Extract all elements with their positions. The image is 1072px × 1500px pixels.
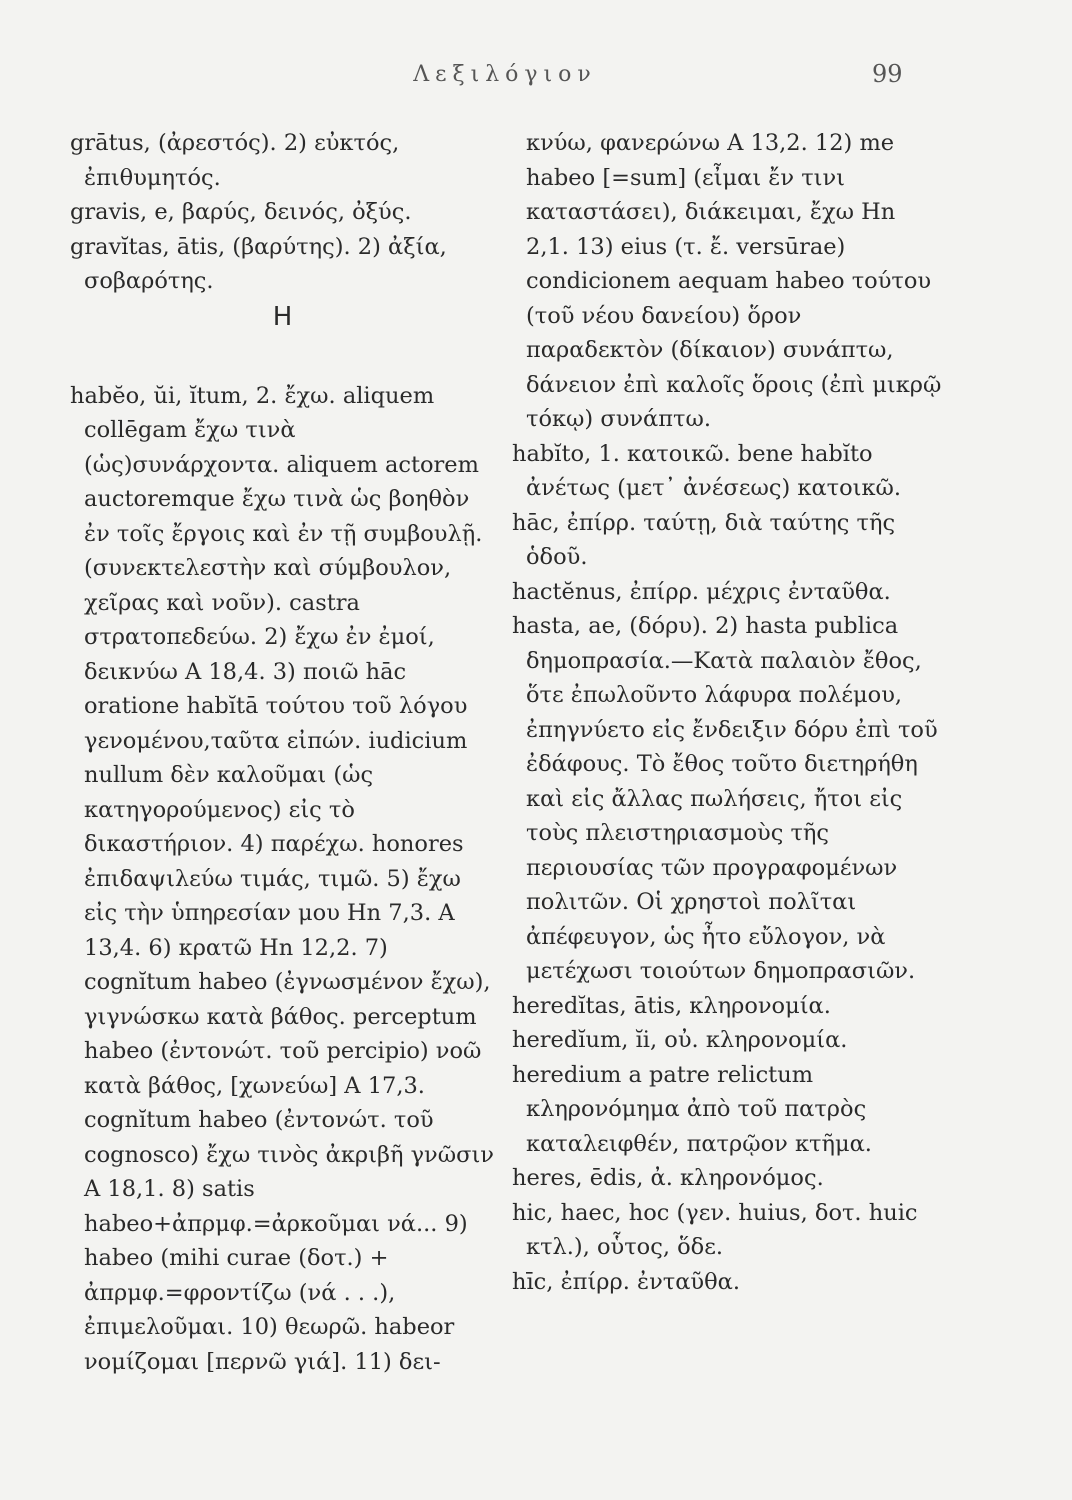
entry-habito: habĭto, 1. κατοικῶ. bene habĭto ἀνέτως (μετ᾽ ἀνέσεως) κατοικῶ. <box>512 440 902 501</box>
entry-gratus: grātus, (ἀρεστός). 2) εὐκτός, ἐπιθυμητός. <box>70 130 400 191</box>
entry-habeo: habĕo, ŭi, ĭtum, 2. ἔχω. aliquem collēgam ἔχω τινὰ (ὡς)συνάρχοντα. aliquem actorem auctoremque ἔχω τινὰ ὡς βοηθὸν ἐν τοῖς ἔργοις καὶ ἐν τῇ συμβουλῇ.(συνεκτελεστὴν καὶ σύμβουλον, χεῖρας καὶ νοῦν). castra στρατοπεδεύω. 2) ἔχω ἐν ἐμοί, δεικνύω A 18,4. 3) ποιῶ hāc oratione habĭtā τούτου τοῦ λόγου γενομένου,ταῦτα εἰπών. iudicium nullum δὲν καλοῦμαι (ὡς κατηγορούμενος) εἰς τὸ δικαστήριον. 4) παρέχω. honores ἐπιδαψιλεύω τιμάς, τιμῶ. 5) ἔχω εἰς τὴν ὑπηρεσίαν μου Hn 7,3. A 13,4. 6) κρατῶ Hn 12,2. 7) cognĭtum habeo (ἐγνωσμένον ἔχω), γιγνώσκω κατὰ βάθος. perceptum habeo (ἐντονώτ. τοῦ percipio) νοῶ κατὰ βάθος, [χωνεύω] A 17,3. cognĭtum habeo (ἐντονώτ. τοῦ cognosco) ἔχω τινὸς ἀκριβῆ γνῶσιν A 18,1. 8) satis habeo+ἀπρμφ.=ἀρκοῦμαι νά... 9) habeo (mihi curae (δοτ.) + ἀπρμφ.=φροντίζω (νά . . .), ἐπιμελοῦμαι. 10) θεωρῶ. habeor νομίζομαι [περνῶ γιά]. 11) δει- <box>70 382 494 1375</box>
entry-hic-adverb: hīc, ἐπίρρ. ἐνταῦθα. <box>512 1268 740 1295</box>
entry-heres: heres, ēdis, ἀ. κληρονόμος. <box>512 1165 824 1191</box>
entry-hasta: hasta, ae, (δόρυ). 2) hasta publica δημοπρασία.—Κατὰ παλαιὸν ἔθος, ὅτε ἐπωλοῦντο λάφυρα πολέμου, ἐπηγνύετο εἰς ἔνδειξιν δόρυ ἐπὶ τοῦ ἐδάφους. Τὸ ἔθος τοῦτο διετηρήθη καὶ εἰς ἄλλας πωλήσεις, ἤτοι εἰς τοὺς πλειστηριασμοὺς τῆς περιουσίας τῶν προγραφομένων πολιτῶν. Οἱ χρηστοὶ πολῖται ἀπέφευγον, ὡς ἦτο εὔλογον, νὰ μετέχωσι τοιούτων δημοπρασιῶν. <box>512 613 938 984</box>
entry-gravis: gravis, e, βαρύς, δεινός, ὀξύς. <box>70 199 412 225</box>
left-column <box>70 126 495 1379</box>
right-column <box>512 126 942 1299</box>
page-number: 99 <box>872 60 903 88</box>
entry-hic-pronoun: hic, haec, hoc (γεν. huius, δοτ. huic κτλ.), οὗτος, ὅδε. <box>512 1199 918 1260</box>
entry-heredium-example: heredium a patre relictum κληρονόμημα ἀπὸ τοῦ πατρὸς καταλειφθέν, πατρῷον κτῆμα. <box>512 1061 872 1157</box>
entry-hactenus: hactĕnus, ἐπίρρ. μέχρις ἐνταῦθα. <box>512 578 891 605</box>
entry-heredium: heredĭum, ĭi, οὐ. κληρονομία. <box>512 1027 848 1053</box>
running-header: Λεξιλόγιον <box>413 62 597 87</box>
entry-habeo-continued: κνύω, φανερώνω A 13,2. 12) me habeo [=sum] (εἶμαι ἔν τινι καταστάσει), διάκειμαι, ἔχω Hn 2,1. 13) eius (τ. ἔ. versūrae) condicionem aequam habeo τούτου (τοῦ νέου δανείου) ὅρον παραδεκτὸν (δίκαιον) συνάπτω, δάνειον ἐπὶ καλοῖς ὅροις (ἐπὶ μικρῷ τόκῳ) συνάπτω. <box>526 130 942 432</box>
section-letter: H <box>272 301 293 332</box>
entry-gravitas: gravĭtas, ātis, (βαρύτης). 2) ἀξία, σοβαρότης. <box>70 233 447 294</box>
entry-hereditas: heredĭtas, ātis, κληρονομία. <box>512 992 831 1019</box>
entry-hac: hāc, ἐπίρρ. ταύτῃ, διὰ ταύτης τῆς ὁδοῦ. <box>512 509 896 570</box>
